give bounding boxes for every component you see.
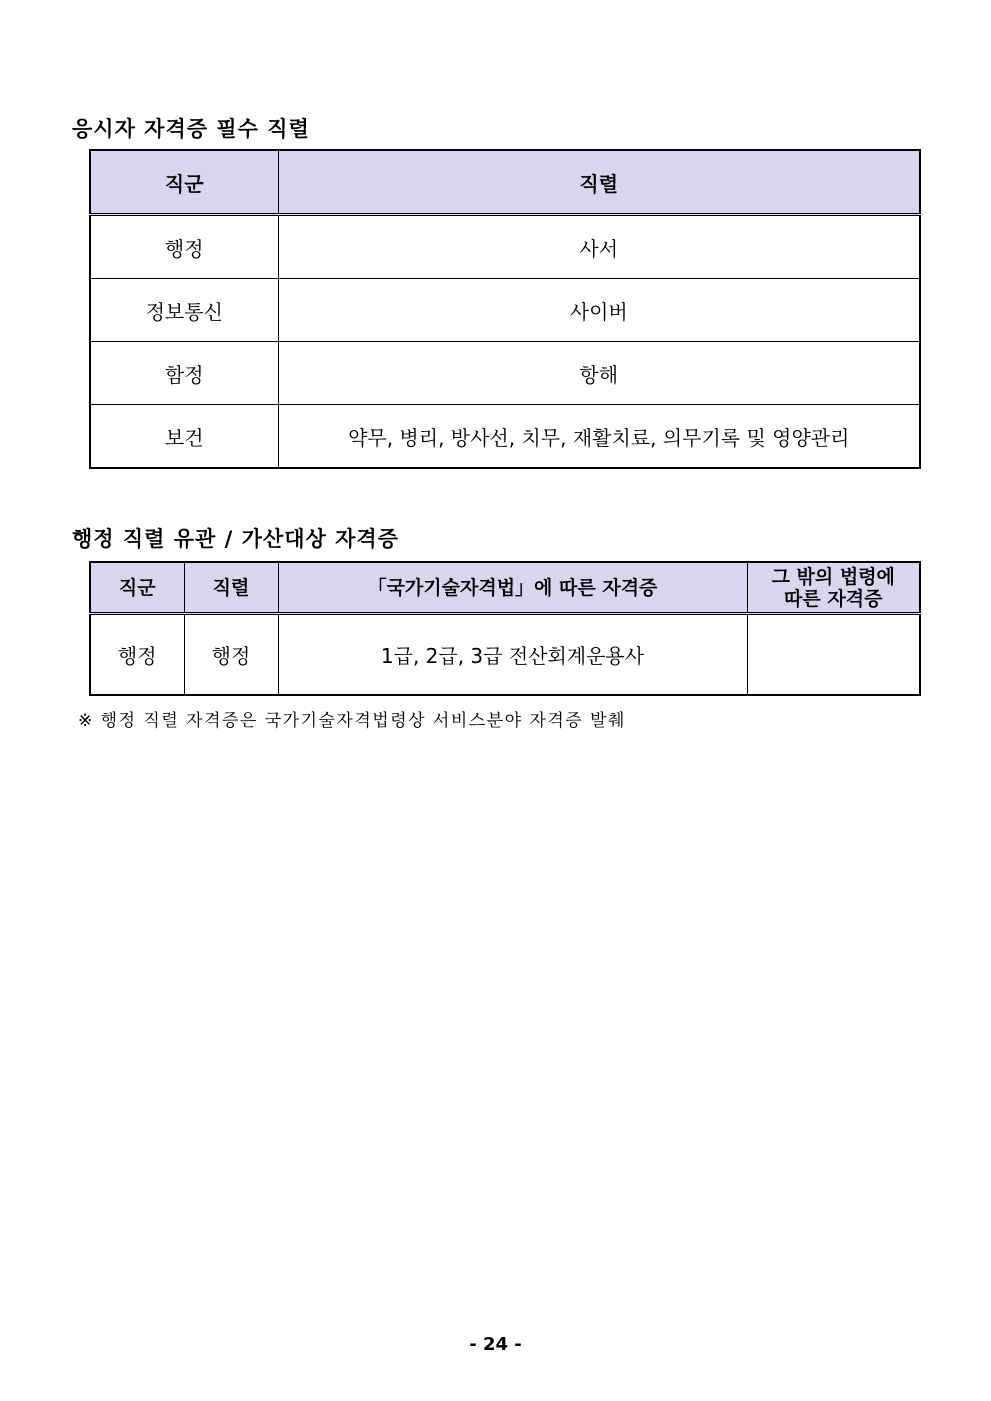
section-title-bonus-certificates: 행정 직렬 유관 / 가산대상 자격증 [72, 527, 399, 551]
section-title-required-certificates: 응시자 자격증 필수 직렬 [72, 117, 310, 141]
table-header-row [90, 562, 920, 614]
cell-job-group: 정보통신 [90, 279, 278, 342]
header-job-group: 직군 [90, 562, 184, 614]
cell-job-series: 항해 [278, 342, 920, 405]
header-job-series: 직렬 [184, 562, 278, 614]
header-job-series: 직렬 [278, 150, 920, 215]
header-other-law-line-2: 따른 자격증 [784, 587, 883, 610]
cell-job-group: 행정 [90, 614, 184, 696]
page-number: - 24 - [469, 1334, 522, 1355]
header-other-law-line-1: 그 밖의 법령에 [771, 565, 895, 588]
cell-other-law-certificates [747, 614, 920, 696]
cell-job-series: 행정 [184, 614, 278, 696]
table-row [90, 279, 920, 342]
footnote: ※ 행정 직렬 자격증은 국가기술자격법령상 서비스분야 자격증 발췌 [78, 711, 626, 731]
cell-job-group: 함정 [90, 342, 278, 405]
cell-job-group: 행정 [90, 215, 278, 279]
table-header-row [90, 150, 920, 215]
cell-job-series: 사이버 [278, 279, 920, 342]
table-row [90, 342, 920, 405]
header-national-technical-certificates: 「국가기술자격법」에 따른 자격증 [278, 562, 747, 614]
cell-job-series: 사서 [278, 215, 920, 279]
header-job-group: 직군 [90, 150, 278, 215]
table-row [90, 614, 920, 696]
header-other-law-certificates [747, 562, 920, 614]
cell-national-technical-certificates: 1급, 2급, 3급 전산회계운용사 [278, 614, 747, 696]
table-row [90, 405, 920, 469]
bonus-certificates-table [89, 561, 921, 696]
cell-job-group: 보건 [90, 405, 278, 469]
required-certificates-table [89, 149, 921, 469]
table-row [90, 215, 920, 279]
cell-job-series: 약무, 병리, 방사선, 치무, 재활치료, 의무기록 및 영양관리 [278, 405, 920, 469]
